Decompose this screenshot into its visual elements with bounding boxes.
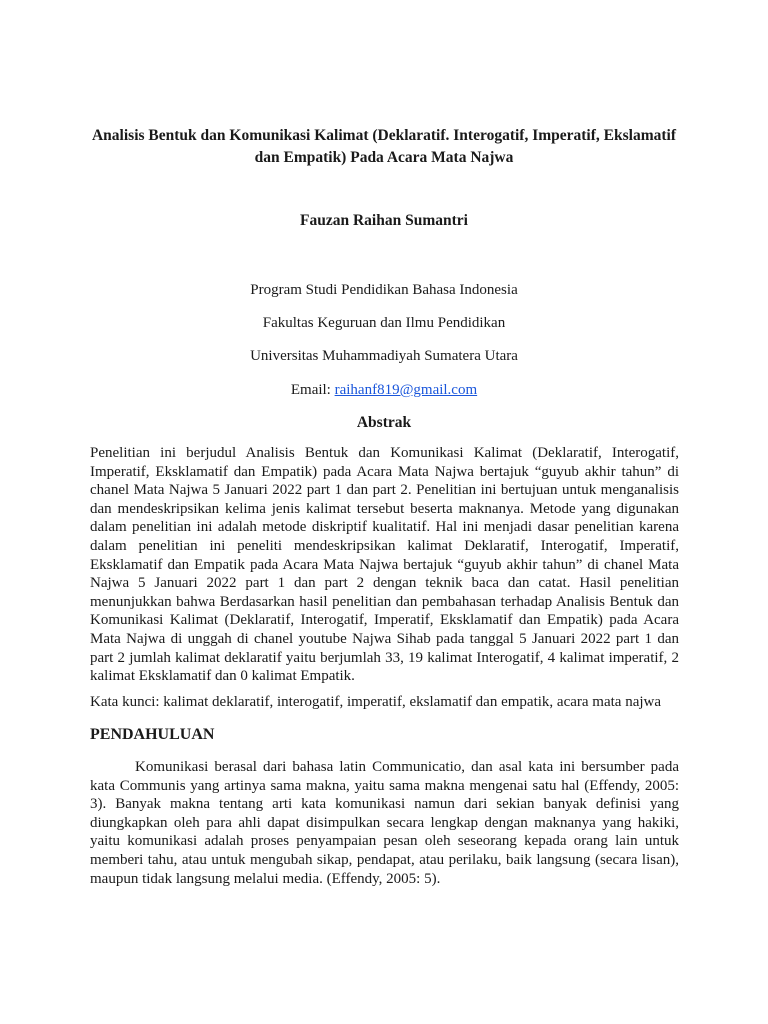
abstract-heading: Abstrak	[356, 414, 412, 431]
abstract-paragraph: Penelitian ini berjudul Analisis Bentuk dan Komunikasi Kalimat (Deklaratif, Interogatif, Imperatif, Eksklamatif dan Empatik) pada Acara Mata Najwa bertajuk “guyub akhir tahun” di chanel Mata Najwa 5 Januari 2022 part 1 dan part 2. Penelitian ini bertujuan untuk menganalisis dan mendeskripsikan kelima jenis kalimat tersebut beserta maknanya. Metode yang digunakan dalam penelitian ini adalah metode diskriptif kualitatif. Hal ini menjadi dasar penelitian karena dalam penelitian ini peneliti mendeskripsikan kalimat Deklaratif, Interogatif, Imperatif, Eksklamatif dan Empatik pada Acara Mata Najwa bertajuk “guyub akhir tahun” di chanel Mata Najwa 5 Januari 2022 part 1 dan part 2 dengan teknik baca dan catat. Hasil penelitian menunjukkan bahwa Berdasarkan hasil penelitian dan pembahasan terhadap Analisis Bentuk dan Komunikasi Kalimat (Deklaratif, Interogatif, Imperatif, Eksklamatif dan Empatik) pada Acara Mata Najwa di unggah di chanel youtube Najwa Sihab pada tanggal 5 Januari 2022 part 1 dan part 2 jumlah kalimat deklaratif yaitu berjumlah 33, 19 kalimat Interogatif, 4 kalimat imperatif, 2 kalimat Eksklamatif dan 0 kalimat Empatik.	[90, 445, 679, 685]
affiliation-email-line	[0, 382, 768, 399]
paper-title: Analisis Bentuk dan Komunikasi Kalimat (Deklaratif. Interogatif, Imperatif, Ekslamatif dan Empatik) Pada Acara Mata Najwa	[91, 127, 676, 166]
intro-heading: PENDAHULUAN	[90, 726, 215, 743]
author-name: Fauzan Raihan Sumantri	[300, 212, 468, 229]
email-label: Email:	[290, 382, 335, 398]
email-link[interactable]: raihanf819@gmail.com	[334, 382, 478, 398]
keywords-line: Kata kunci: kalimat deklaratif, interogatif, imperatif, ekslamatif dan empatik, acara mata najwa	[90, 694, 662, 710]
intro-paragraph: Komunikasi berasal dari bahasa latin Communicatio, dan asal kata ini bersumber pada kata Communis yang artinya sama makna, yaitu sama makna mengenai satu hal (Effendy, 2005: 3). Banyak makna tentang arti kata komunikasi namun dari sekian banyak definisi yang diungkapkan oleh para ahli dapat disimpulkan secara lengkap dengan maknanya yang hakiki, yaitu komunikasi adalah proses penyampaian pesan oleh seseorang kepada orang lain untuk memberi tahu, atau untuk mengubah sikap, pendapat, atau perilaku, baik langsung (secara lisan), maupun tidak langsung melalui media. (Effendy, 2005: 5).	[90, 759, 679, 887]
affiliation-faculty: Fakultas Keguruan dan Ilmu Pendidikan	[262, 315, 506, 331]
affiliation-program: Program Studi Pendidikan Bahasa Indonesia	[250, 282, 518, 298]
affiliation-university: Universitas Muhammadiyah Sumatera Utara	[250, 348, 518, 364]
